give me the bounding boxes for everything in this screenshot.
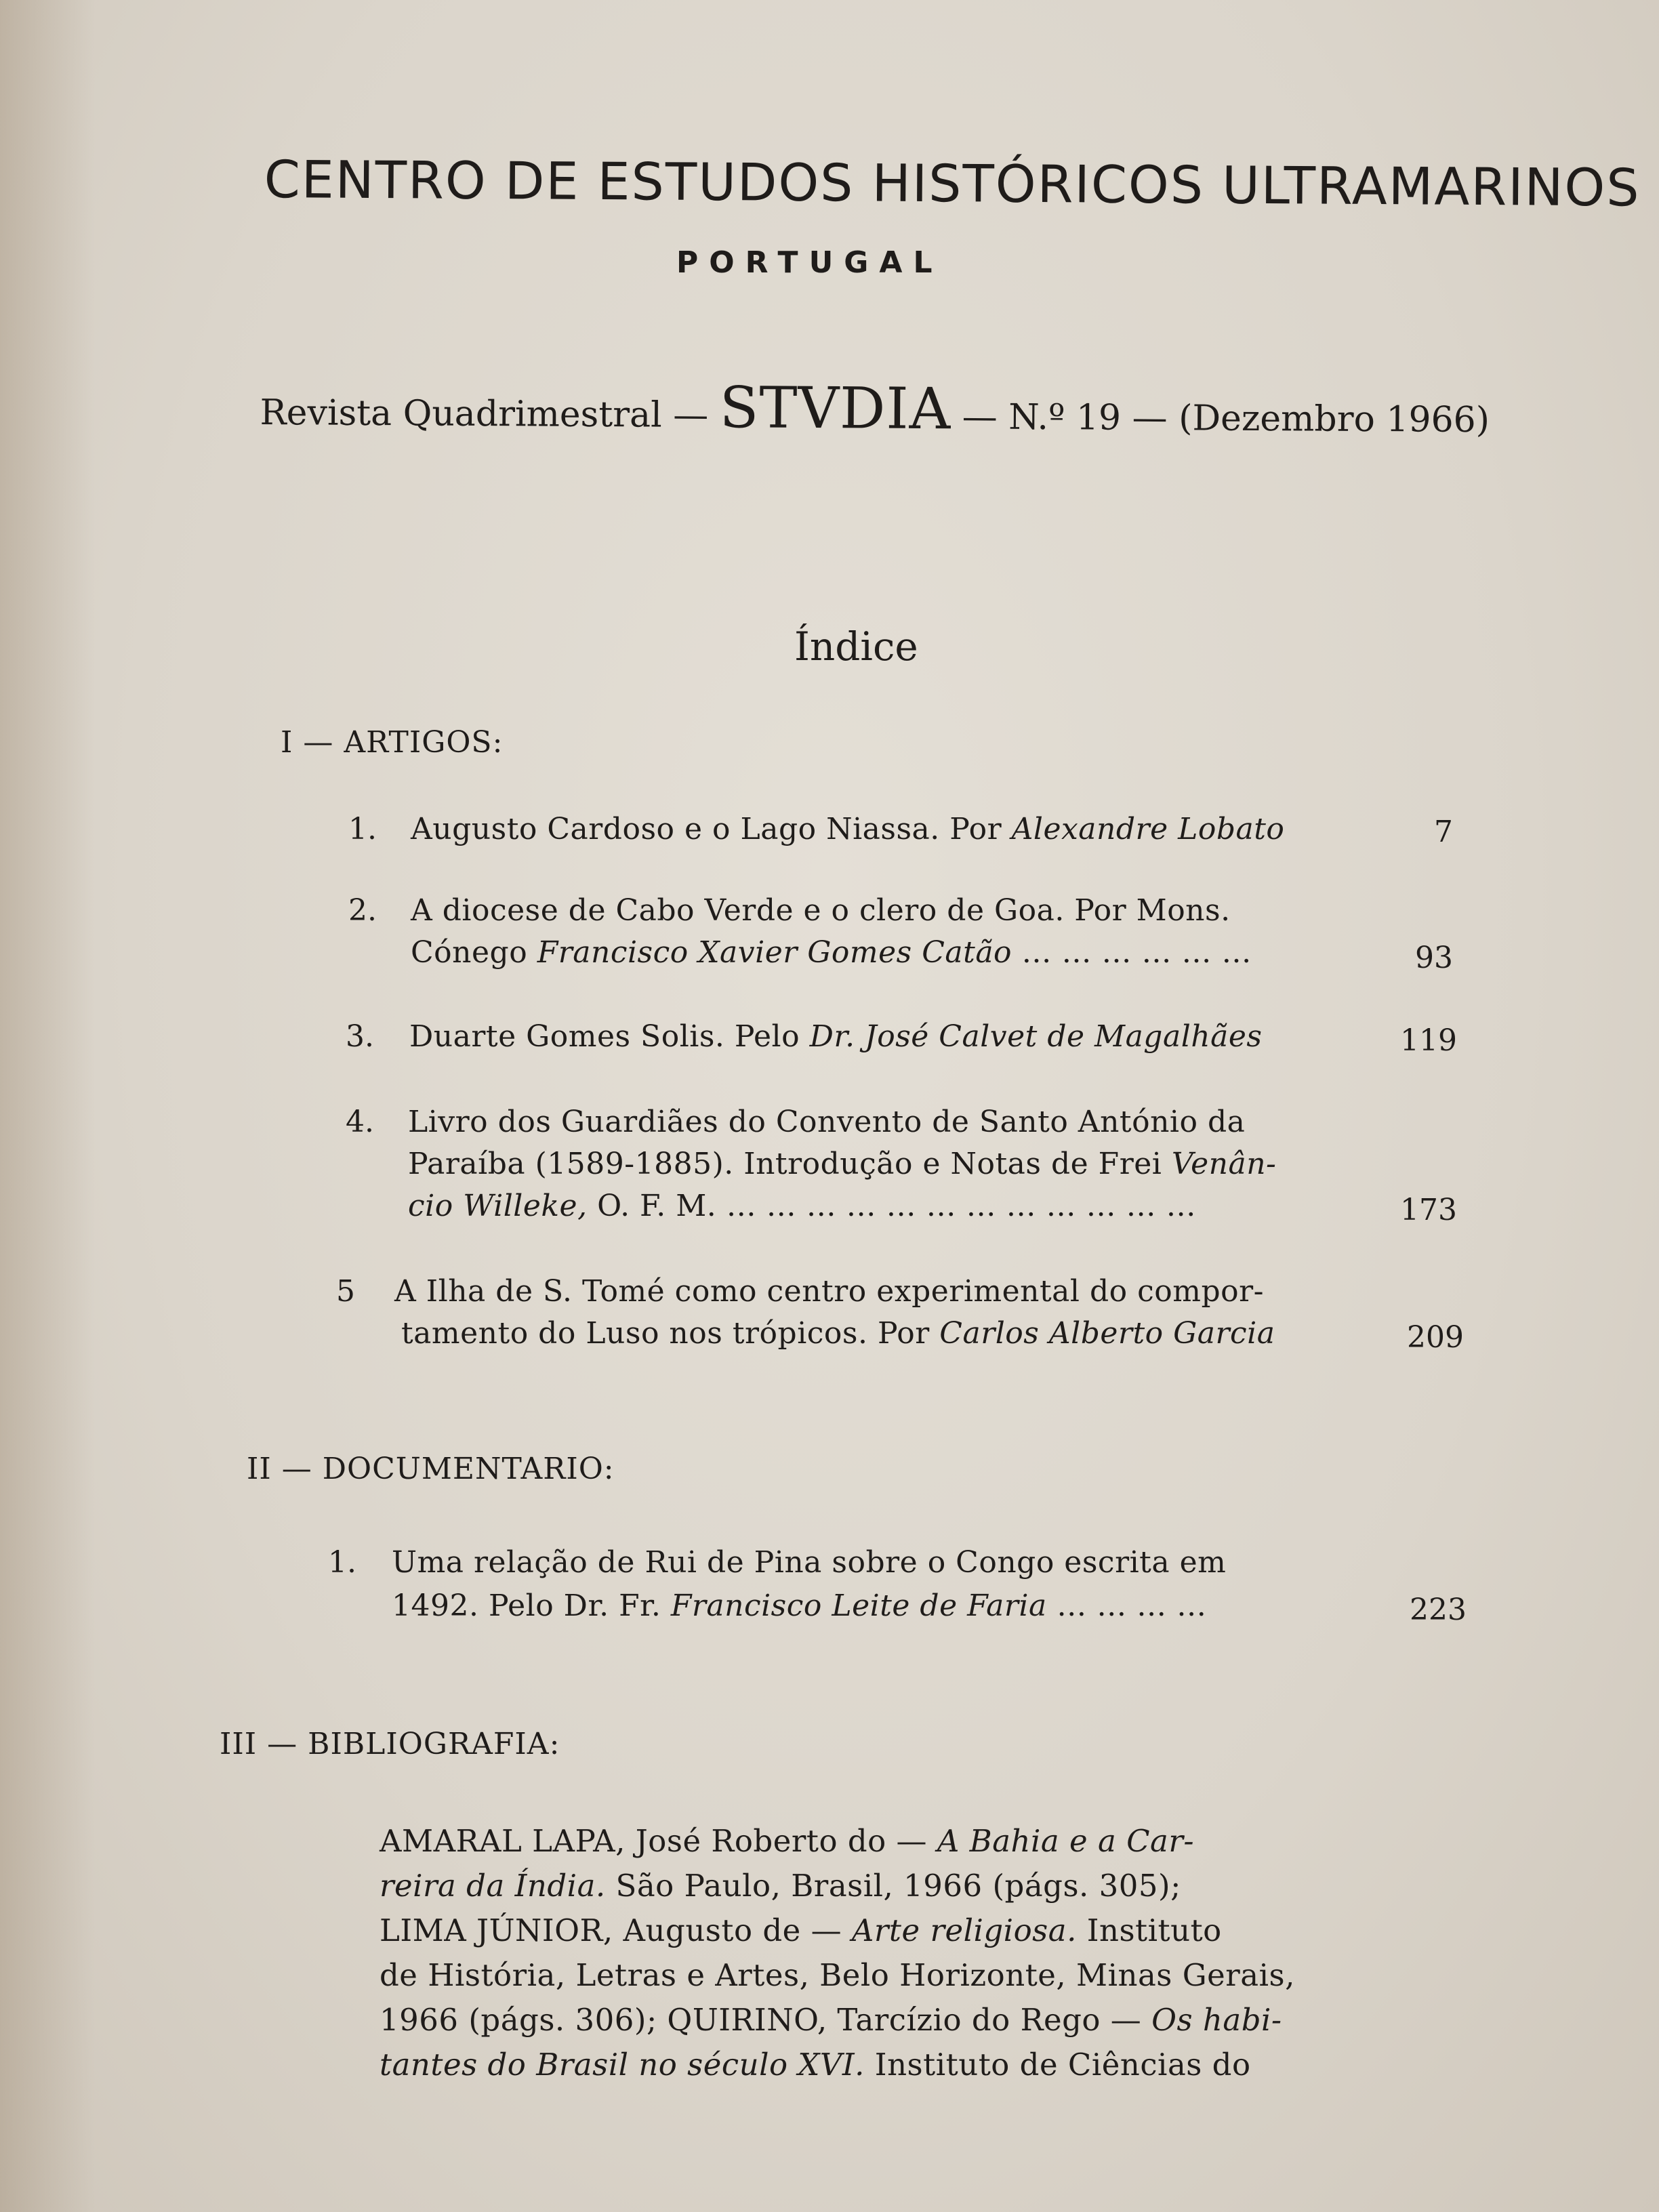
entry-line bbox=[408, 1147, 1276, 1181]
entry-author: Alexandre Lobato bbox=[1011, 812, 1285, 846]
entry-line: Uma relação de Rui de Pina sobre o Congo escrita em bbox=[392, 1545, 1227, 1580]
entry-page-number: 223 bbox=[1410, 1593, 1467, 1627]
bibliography-line: tantes do Brasil no século XVI. Instituto de Ciências do bbox=[380, 2047, 1251, 2083]
entry-author: Francisco Leite de Faria bbox=[670, 1589, 1047, 1623]
entry-line: Livro dos Guardiães do Convento de Santo António da bbox=[408, 1105, 1246, 1139]
section-heading-bibliografia: III — BIBLIOGRAFIA: bbox=[220, 1727, 560, 1761]
entry-page-number: 209 bbox=[1407, 1320, 1464, 1355]
index-title: Índice bbox=[794, 623, 918, 670]
page-gutter-shadow bbox=[0, 0, 95, 2212]
entry-text: Duarte Gomes Solis. Pelo bbox=[409, 1019, 810, 1054]
entry-line bbox=[408, 1189, 1196, 1223]
entry-line: A diocese de Cabo Verde e o clero de Goa. Por Mons. bbox=[411, 893, 1231, 928]
entry-leader-dots: O. F. M. … … … … … … … … … … … … bbox=[587, 1189, 1197, 1223]
entry-number: 1. bbox=[328, 1545, 356, 1580]
entry-author: cio Willeke, bbox=[408, 1189, 588, 1223]
entry-number: 5 bbox=[336, 1274, 355, 1309]
bibliography-line: reira da Índia. São Paulo, Brasil, 1966 (págs. 305); bbox=[380, 1868, 1181, 1904]
bibliography-line: LIMA JÚNIOR, Augusto de — Arte religiosa. Instituto bbox=[380, 1912, 1222, 1948]
entry-line bbox=[411, 935, 1252, 970]
entry-line bbox=[401, 1316, 1275, 1351]
section-heading-artigos: I — ARTIGOS: bbox=[281, 725, 504, 760]
entry-number: 1. bbox=[348, 812, 377, 846]
section-heading-documentario: II — DOCUMENTARIO: bbox=[247, 1452, 615, 1486]
entry-number: 4. bbox=[346, 1105, 374, 1139]
journal-name: STVDIA bbox=[719, 374, 951, 443]
entry-line bbox=[409, 1019, 1262, 1054]
entry-text: 1492. Pelo Dr. Fr. bbox=[392, 1589, 671, 1623]
bibliography-line: 1966 (págs. 306); QUIRINO, Tarcízio do Rego — Os habi- bbox=[380, 2002, 1282, 2038]
entry-page-number: 93 bbox=[1415, 941, 1453, 975]
entry-page-number: 119 bbox=[1400, 1023, 1457, 1058]
entry-page-number: 173 bbox=[1400, 1193, 1457, 1227]
entry-author: Francisco Xavier Gomes Catão bbox=[537, 935, 1012, 970]
entry-line bbox=[392, 1589, 1207, 1623]
bibliography-line: AMARAL LAPA, José Roberto do — A Bahia e a Car- bbox=[380, 1823, 1195, 1859]
entry-text: Paraíba (1589-1885). Introdução e Notas de Frei bbox=[408, 1147, 1172, 1181]
entry-text: Augusto Cardoso e o Lago Niassa. Por bbox=[411, 812, 1012, 846]
journal-suffix: — N.º 19 — (Dezembro 1966) bbox=[951, 396, 1490, 441]
entry-page-number: 7 bbox=[1434, 815, 1453, 849]
entry-line bbox=[411, 812, 1284, 846]
entry-number: 2. bbox=[348, 893, 377, 928]
bibliography-line: de História, Letras e Artes, Belo Horizonte, Minas Gerais, bbox=[380, 1957, 1295, 1993]
journal-prefix: Revista Quadrimestral — bbox=[260, 392, 720, 436]
entry-author: Venân- bbox=[1171, 1147, 1277, 1181]
entry-text: tamento do Luso nos trópicos. Por bbox=[401, 1316, 940, 1351]
entry-leader-dots: … … … … … … bbox=[1012, 935, 1252, 970]
entry-line: A Ilha de S. Tomé como centro experimental do compor- bbox=[394, 1274, 1265, 1309]
entry-text: Cónego bbox=[411, 935, 537, 970]
institution-title: CENTRO DE ESTUDOS HISTÓRICOS ULTRAMARINOS bbox=[264, 149, 1641, 218]
entry-number: 3. bbox=[346, 1019, 374, 1054]
institution-country: PORTUGAL bbox=[676, 245, 943, 280]
entry-author: Carlos Alberto Garcia bbox=[939, 1316, 1275, 1351]
entry-leader-dots: … … … … bbox=[1046, 1589, 1207, 1623]
journal-line bbox=[260, 371, 1490, 445]
entry-author: Dr. José Calvet de Magalhães bbox=[809, 1019, 1263, 1054]
